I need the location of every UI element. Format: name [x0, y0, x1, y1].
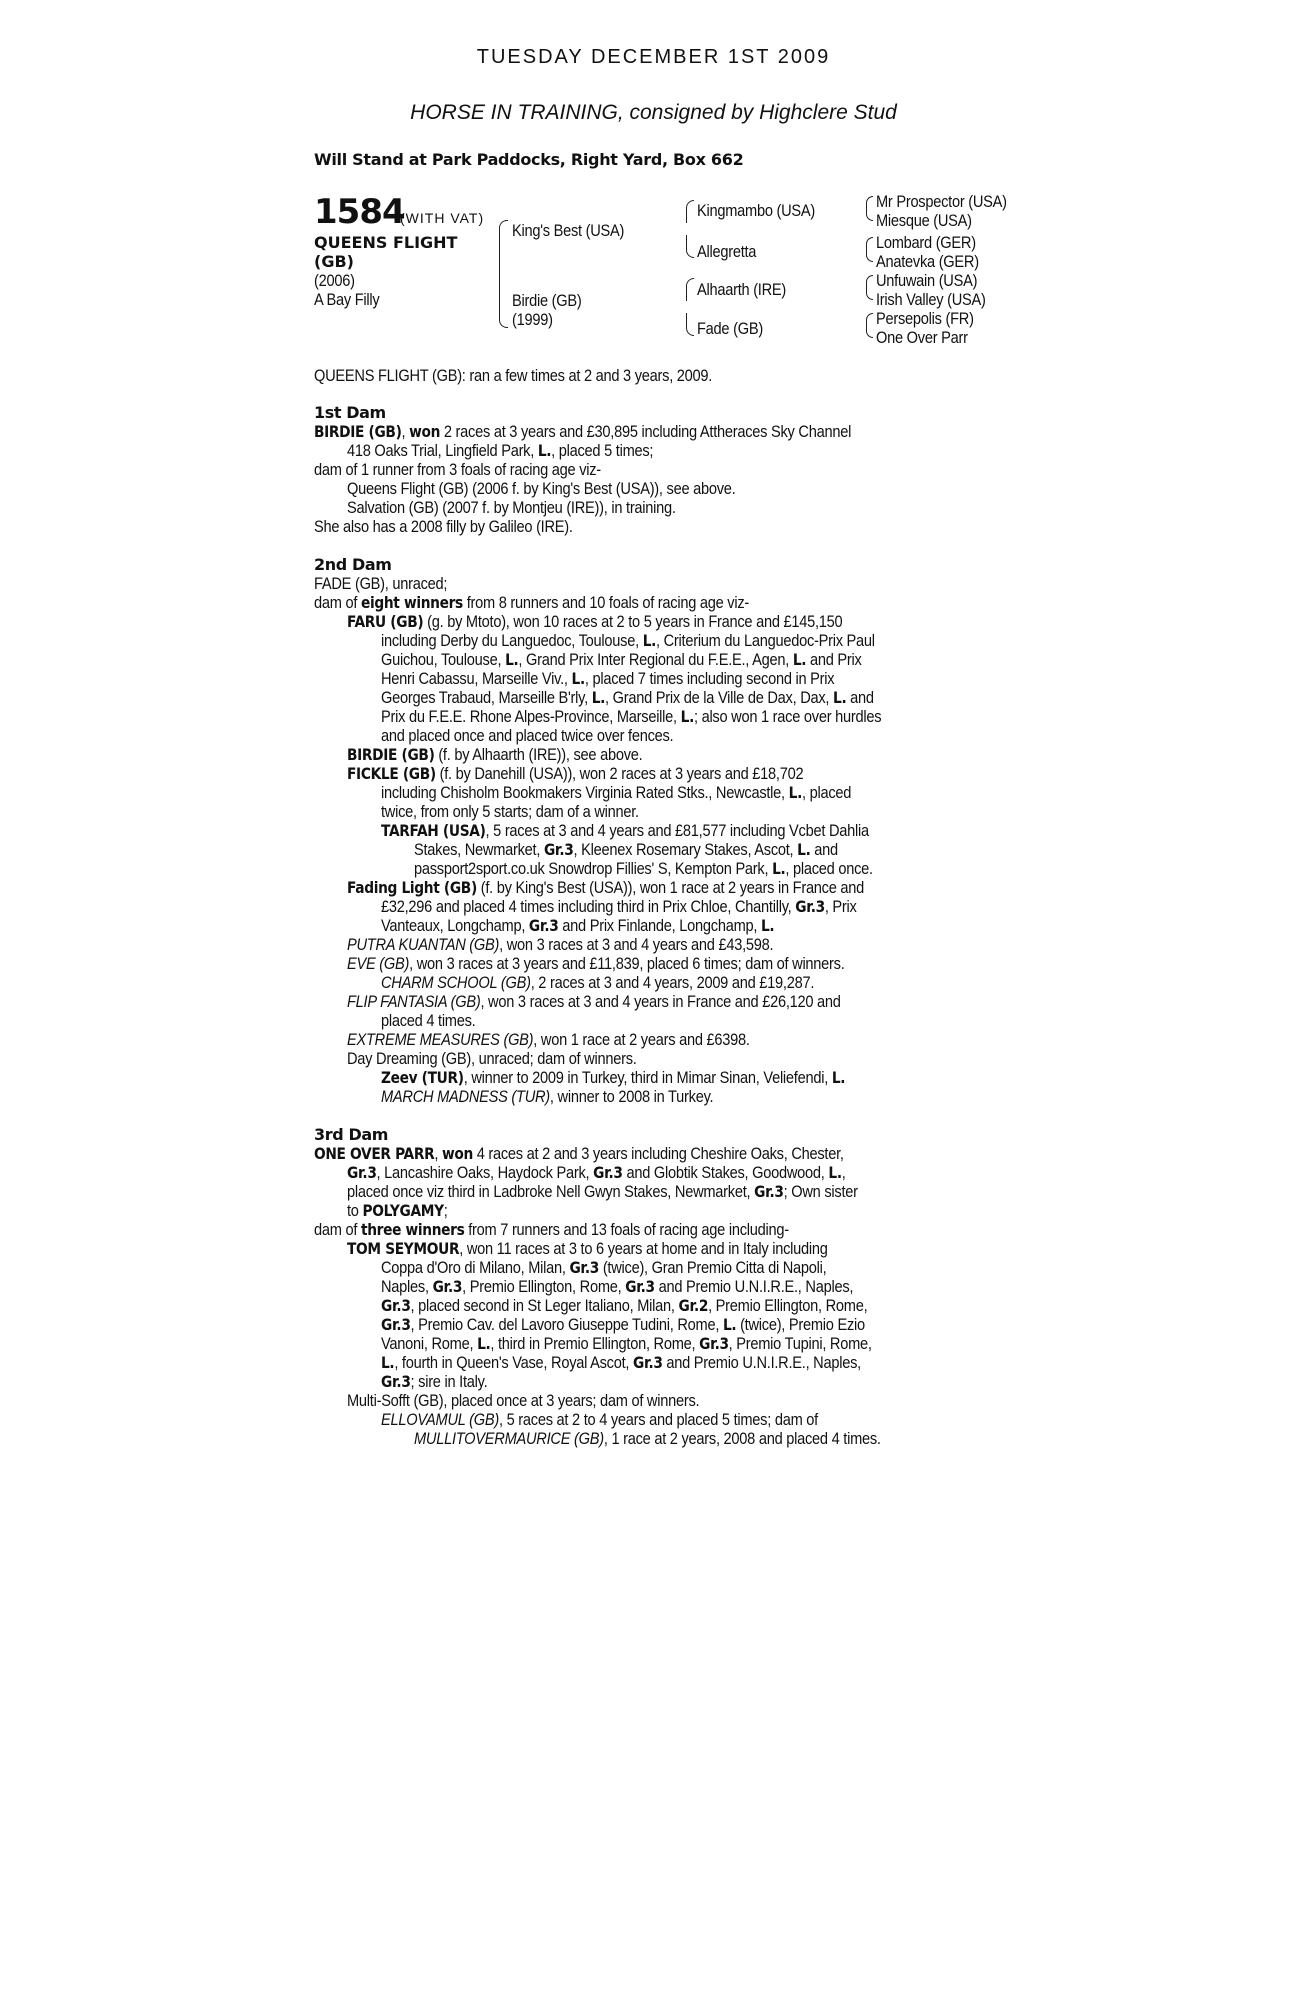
- dam2-line: [347, 992, 841, 1011]
- dam1-line: [347, 498, 676, 517]
- bold-text: L.: [680, 707, 694, 726]
- bold-text: L.: [571, 669, 585, 688]
- text: , fourth in Queen's Vase, Royal Ascot,: [394, 1353, 634, 1372]
- italic-name: EVE (GB): [347, 954, 410, 973]
- dam1-line: [314, 517, 573, 536]
- text: dam of 1 runner from 3 foals of racing age viz-: [314, 460, 601, 479]
- dam2-line: [381, 821, 869, 840]
- text: , won 11 races at 3 to 6 years at home and in Italy including: [459, 1239, 828, 1258]
- text: , won 3 races at 3 and 4 years in France and £26,120 and: [480, 992, 841, 1011]
- dam2-line: [381, 631, 875, 650]
- dam3-line: [414, 1429, 881, 1448]
- dam2-line: [347, 1049, 637, 1068]
- bold-text: Gr.3: [593, 1163, 623, 1182]
- dam-sire: Alhaarth (IRE): [697, 280, 787, 299]
- lot-number: 1584: [314, 192, 405, 232]
- text: ; sire in Italy.: [410, 1372, 488, 1391]
- second-dam-heading: 2nd Dam: [314, 555, 392, 574]
- bold-text: Fading Light (GB): [347, 878, 477, 897]
- dam2-line: [381, 669, 834, 688]
- text: (f. by Danehill (USA)), won 2 races at 3 years and £18,702: [435, 764, 804, 783]
- text: Prix du F.E.E. Rhone Alpes-Province, Marseille,: [381, 707, 681, 726]
- dam3-line: [381, 1334, 872, 1353]
- bold-text: TARFAH (USA): [381, 821, 486, 840]
- foaling-year: (2006): [314, 271, 355, 290]
- text: Naples,: [381, 1277, 433, 1296]
- brace-sire-top: [686, 200, 694, 223]
- text: dam of: [314, 1220, 361, 1239]
- bold-text: Gr.3: [569, 1258, 600, 1277]
- bold-text: L.: [788, 783, 802, 802]
- dam3-line: [381, 1410, 818, 1429]
- text: £32,296 and placed 4 times including third in Prix Chloe, Chantilly,: [381, 897, 796, 916]
- text: and: [846, 688, 874, 707]
- brace-g6: [866, 287, 873, 300]
- brace-dam-top: [686, 278, 694, 301]
- granddam-4: One Over Parr: [876, 328, 968, 347]
- text: from 7 runners and 13 foals of racing age including-: [464, 1220, 789, 1239]
- bold-text: L.: [797, 840, 811, 859]
- horse-name: QUEENS FLIGHT: [314, 233, 458, 252]
- text: 418 Oaks Trial, Lingfield Park,: [347, 441, 538, 460]
- consignment-title: HORSE IN TRAINING, consigned by Highclere Stud: [410, 101, 897, 124]
- text: , placed: [801, 783, 852, 802]
- italic-name: MARCH MADNESS (TUR): [381, 1087, 550, 1106]
- dam2-line: [314, 593, 749, 612]
- text: twice, from only 5 starts; dam of a winner.: [381, 802, 639, 821]
- bold-text: L.: [642, 631, 657, 650]
- text: and Premio U.N.I.R.E., Naples,: [662, 1353, 861, 1372]
- bold-text: Gr.3: [381, 1372, 411, 1391]
- bold-text: BIRDIE (GB): [314, 422, 402, 441]
- text: , winner to 2009 in Turkey, third in Mimar Sinan, Veliefendi,: [463, 1068, 832, 1087]
- text: passport2sport.co.uk Snowdrop Fillies' S, Kempton Park,: [414, 859, 773, 878]
- text: , 5 races at 2 to 4 years and placed 5 times; dam of: [499, 1410, 818, 1429]
- grandsire-2: Lombard (GER): [876, 233, 976, 252]
- third-dam-heading: 3rd Dam: [314, 1125, 388, 1144]
- race-summary: QUEENS FLIGHT (GB): ran a few times at 2 and 3 years, 2009.: [314, 366, 713, 385]
- text: (f. by Alhaarth (IRE)), see above.: [434, 745, 643, 764]
- text: , 1 race at 2 years, 2008 and placed 4 times.: [603, 1429, 881, 1448]
- text: ; Own sister: [783, 1182, 858, 1201]
- grandsire-4: Persepolis (FR): [876, 309, 974, 328]
- sale-date: TUESDAY DECEMBER 1ST 2009: [476, 46, 831, 68]
- bold-text: eight winners: [360, 593, 463, 612]
- dam2-line: [381, 1087, 713, 1106]
- bold-text: L.: [792, 650, 807, 669]
- bold-text: Zeev (TUR): [381, 1068, 464, 1087]
- text: FADE (GB), unraced;: [314, 574, 448, 593]
- bold-text: L.: [591, 688, 606, 707]
- text: , Grand Prix Inter Regional du F.E.E., Agen,: [518, 650, 793, 669]
- dam2-line: [347, 745, 642, 764]
- bold-text: won: [409, 422, 441, 441]
- text: (twice), Premio Ezio: [736, 1315, 865, 1334]
- first-dam-heading: 1st Dam: [314, 403, 386, 422]
- brace-sire-bot: [686, 235, 694, 258]
- dam2-line: [414, 859, 873, 878]
- text: Salvation (GB) (2007 f. by Montjeu (IRE)), in training.: [347, 498, 676, 517]
- dam2-line: [381, 650, 862, 669]
- text: , Prix: [824, 897, 857, 916]
- dam3-line: [347, 1391, 699, 1410]
- text: , placed 5 times;: [551, 441, 654, 460]
- bold-text: FARU (GB): [347, 612, 424, 631]
- dam2-line: [381, 1011, 475, 1030]
- granddam-2: Anatevka (GER): [876, 252, 979, 271]
- italic-name: PUTRA KUANTAN (GB): [347, 935, 500, 954]
- text: , 5 races at 3 and 4 years and £81,577 including Vcbet Dahlia: [485, 821, 869, 840]
- text: ,: [434, 1144, 442, 1163]
- text: 4 races at 2 and 3 years including Cheshire Oaks, Chester,: [472, 1144, 844, 1163]
- bold-text: Gr.3: [754, 1182, 784, 1201]
- sire-dam: Allegretta: [697, 242, 757, 261]
- dam1-line: [347, 479, 735, 498]
- horse-description: A Bay Filly: [314, 290, 380, 309]
- bold-text: Gr.3: [381, 1296, 411, 1315]
- text: , Criterium du Languedoc-Prix Paul: [656, 631, 875, 650]
- text: , placed 7 times including second in Prix: [584, 669, 835, 688]
- bold-text: L.: [772, 859, 786, 878]
- text: , third in Premio Ellington, Rome,: [490, 1334, 700, 1353]
- italic-name: EXTREME MEASURES (GB): [347, 1030, 534, 1049]
- bold-text: Gr.3: [347, 1163, 377, 1182]
- text: (twice), Gran Premio Citta di Napoli,: [599, 1258, 827, 1277]
- dam3-line: [314, 1220, 789, 1239]
- text: (g. by Mtoto), won 10 races at 2 to 5 years in France and £145,150: [423, 612, 843, 631]
- text: and: [810, 840, 838, 859]
- text: placed once viz third in Ladbroke Nell Gwyn Stakes, Newmarket,: [347, 1182, 755, 1201]
- text: and Premio U.N.I.R.E., Naples,: [654, 1277, 854, 1296]
- text: , Lancashire Oaks, Haydock Park,: [376, 1163, 594, 1182]
- text: , won 3 races at 3 and 4 years and £43,598.: [499, 935, 774, 954]
- bold-text: L.: [831, 1068, 846, 1087]
- dam2-line: [347, 764, 803, 783]
- dam3-line: [347, 1182, 858, 1201]
- text: , Premio Ellington, Rome,: [708, 1296, 868, 1315]
- dam2-line: [347, 954, 845, 973]
- dam2-line: [381, 916, 774, 935]
- dam3-line: [314, 1144, 844, 1163]
- text: dam of: [314, 593, 361, 612]
- text: to: [347, 1201, 363, 1220]
- bold-text: L.: [477, 1334, 491, 1353]
- bold-text: Gr.3: [381, 1315, 411, 1334]
- bold-text: Gr.3: [633, 1353, 663, 1372]
- text: and Prix Finlande, Longchamp,: [558, 916, 761, 935]
- grandsire-1: Mr Prospector (USA): [876, 192, 1007, 211]
- text: Vanteaux, Longchamp,: [381, 916, 529, 935]
- text: , placed once.: [785, 859, 873, 878]
- bold-text: Gr.3: [699, 1334, 729, 1353]
- text: Henri Cabassu, Marseille Viv.,: [381, 669, 572, 688]
- dam2-line: [381, 1068, 845, 1087]
- bold-text: L.: [381, 1353, 395, 1372]
- pedigree-brace-dam: [499, 270, 508, 328]
- dam3-line: [347, 1163, 846, 1182]
- text: Queens Flight (GB) (2006 f. by King's Best (USA)), see above.: [347, 479, 736, 498]
- dam-dam: Fade (GB): [697, 319, 763, 338]
- bold-text: Gr.3: [528, 916, 559, 935]
- bold-text: L.: [537, 441, 552, 460]
- bold-text: Gr.3: [625, 1277, 655, 1296]
- dam3-line: [347, 1201, 448, 1220]
- text: including Chisholm Bookmakers Virginia Rated Stks., Newcastle,: [381, 783, 789, 802]
- dam-year: (1999): [512, 310, 553, 329]
- text: , placed second in St Leger Italiano, Milan,: [410, 1296, 679, 1315]
- bold-text: ONE OVER PARR: [314, 1144, 435, 1163]
- pedigree-brace-sire: [499, 220, 508, 271]
- text: and Globtik Stakes, Goodwood,: [622, 1163, 829, 1182]
- dam2-line: [381, 707, 881, 726]
- bold-text: TOM SEYMOUR: [347, 1239, 460, 1258]
- granddam-1: Miesque (USA): [876, 211, 972, 230]
- sire-sire: Kingmambo (USA): [697, 201, 816, 220]
- bold-text: L.: [505, 650, 519, 669]
- dam3-line: [381, 1353, 861, 1372]
- text: and placed once and placed twice over fences.: [381, 726, 674, 745]
- text: Stakes, Newmarket,: [414, 840, 544, 859]
- horse-name-country: (GB): [314, 252, 354, 271]
- bold-text: L.: [722, 1315, 737, 1334]
- dam2-line: [314, 574, 447, 593]
- text: , won 1 race at 2 years and £6398.: [533, 1030, 750, 1049]
- brace-g4: [866, 249, 873, 262]
- text: placed 4 times.: [381, 1011, 476, 1030]
- dam3-line: [347, 1239, 828, 1258]
- italic-name: FLIP FANTASIA (GB): [347, 992, 481, 1011]
- dam1-line: [314, 460, 601, 479]
- dam-name: Birdie (GB): [512, 291, 582, 310]
- dam2-line: [381, 688, 874, 707]
- dam2-line: [381, 973, 814, 992]
- bold-text: Gr.3: [432, 1277, 463, 1296]
- dam2-line: [381, 802, 639, 821]
- text: 2 races at 3 years and £30,895 including Attheraces Sky Channel: [440, 422, 852, 441]
- text: Georges Trabaud, Marseille B'rly,: [381, 688, 592, 707]
- text: , 2 races at 3 and 4 years, 2009 and £19,287.: [530, 973, 815, 992]
- text: Coppa d'Oro di Milano, Milan,: [381, 1258, 570, 1277]
- bold-text: L.: [828, 1163, 842, 1182]
- text: ; also won 1 race over hurdles: [693, 707, 882, 726]
- bold-text: Gr.2: [678, 1296, 709, 1315]
- dam2-line: [381, 897, 857, 916]
- text: ;: [443, 1201, 448, 1220]
- dam3-line: [381, 1258, 826, 1277]
- bold-text: POLYGAMY: [362, 1201, 444, 1220]
- italic-name: MULLITOVERMAURICE (GB): [414, 1429, 604, 1448]
- bold-text: BIRDIE (GB): [347, 745, 435, 764]
- dam2-line: [347, 935, 773, 954]
- granddam-3: Irish Valley (USA): [876, 290, 986, 309]
- text: She also has a 2008 filly by Galileo (IRE).: [314, 517, 573, 536]
- dam2-line: [381, 783, 851, 802]
- dam3-line: [381, 1277, 853, 1296]
- location-line: Will Stand at Park Paddocks, Right Yard, Box 662: [314, 150, 744, 169]
- dam3-line: [381, 1315, 865, 1334]
- brace-dam-bot: [686, 313, 694, 336]
- bold-text: Gr.3: [543, 840, 574, 859]
- text: , Kleenex Rosemary Stakes, Ascot,: [573, 840, 798, 859]
- sire-name: King's Best (USA): [512, 221, 625, 240]
- text: , won 3 races at 3 years and £11,839, placed 6 times; dam of winners.: [409, 954, 845, 973]
- text: , winner to 2008 in Turkey.: [549, 1087, 714, 1106]
- text: Day Dreaming (GB), unraced; dam of winners.: [347, 1049, 637, 1068]
- text: , Grand Prix de la Ville de Dax, Dax,: [605, 688, 834, 707]
- bold-text: Gr.3: [795, 897, 825, 916]
- text: Multi-Sofft (GB), placed once at 3 years; dam of winners.: [347, 1391, 700, 1410]
- dam2-line: [414, 840, 838, 859]
- bold-text: L.: [760, 916, 775, 935]
- text: Vanoni, Rome,: [381, 1334, 478, 1353]
- italic-name: CHARM SCHOOL (GB): [381, 973, 531, 992]
- text: ,: [841, 1163, 846, 1182]
- text: , Premio Ellington, Rome,: [462, 1277, 626, 1296]
- dam3-line: [381, 1296, 867, 1315]
- dam2-line: [347, 612, 842, 631]
- brace-g2: [866, 208, 873, 221]
- bold-text: three winners: [360, 1220, 465, 1239]
- dam1-line: [347, 441, 653, 460]
- text: , Premio Tupini, Rome,: [728, 1334, 872, 1353]
- dam2-line: [347, 1030, 750, 1049]
- italic-name: ELLOVAMUL (GB): [381, 1410, 500, 1429]
- text: from 8 runners and 10 foals of racing age viz-: [462, 593, 750, 612]
- brace-g8: [866, 325, 873, 338]
- dam2-line: [347, 878, 864, 897]
- grandsire-3: Unfuwain (USA): [876, 271, 978, 290]
- text: (f. by King's Best (USA)), won 1 race at 2 years in France and: [476, 878, 865, 897]
- text: , Premio Cav. del Lavoro Giuseppe Tudini, Rome,: [410, 1315, 723, 1334]
- dam1-line: [314, 422, 851, 441]
- bold-text: L.: [833, 688, 847, 707]
- text: ,: [401, 422, 410, 441]
- bold-text: FICKLE (GB): [347, 764, 436, 783]
- text: Guichou, Toulouse,: [381, 650, 506, 669]
- dam2-line: [381, 726, 673, 745]
- text: including Derby du Languedoc, Toulouse,: [381, 631, 643, 650]
- dam3-line: [381, 1372, 487, 1391]
- bold-text: won: [441, 1144, 473, 1163]
- vat-note: (WITH VAT): [400, 210, 485, 226]
- text: and Prix: [806, 650, 862, 669]
